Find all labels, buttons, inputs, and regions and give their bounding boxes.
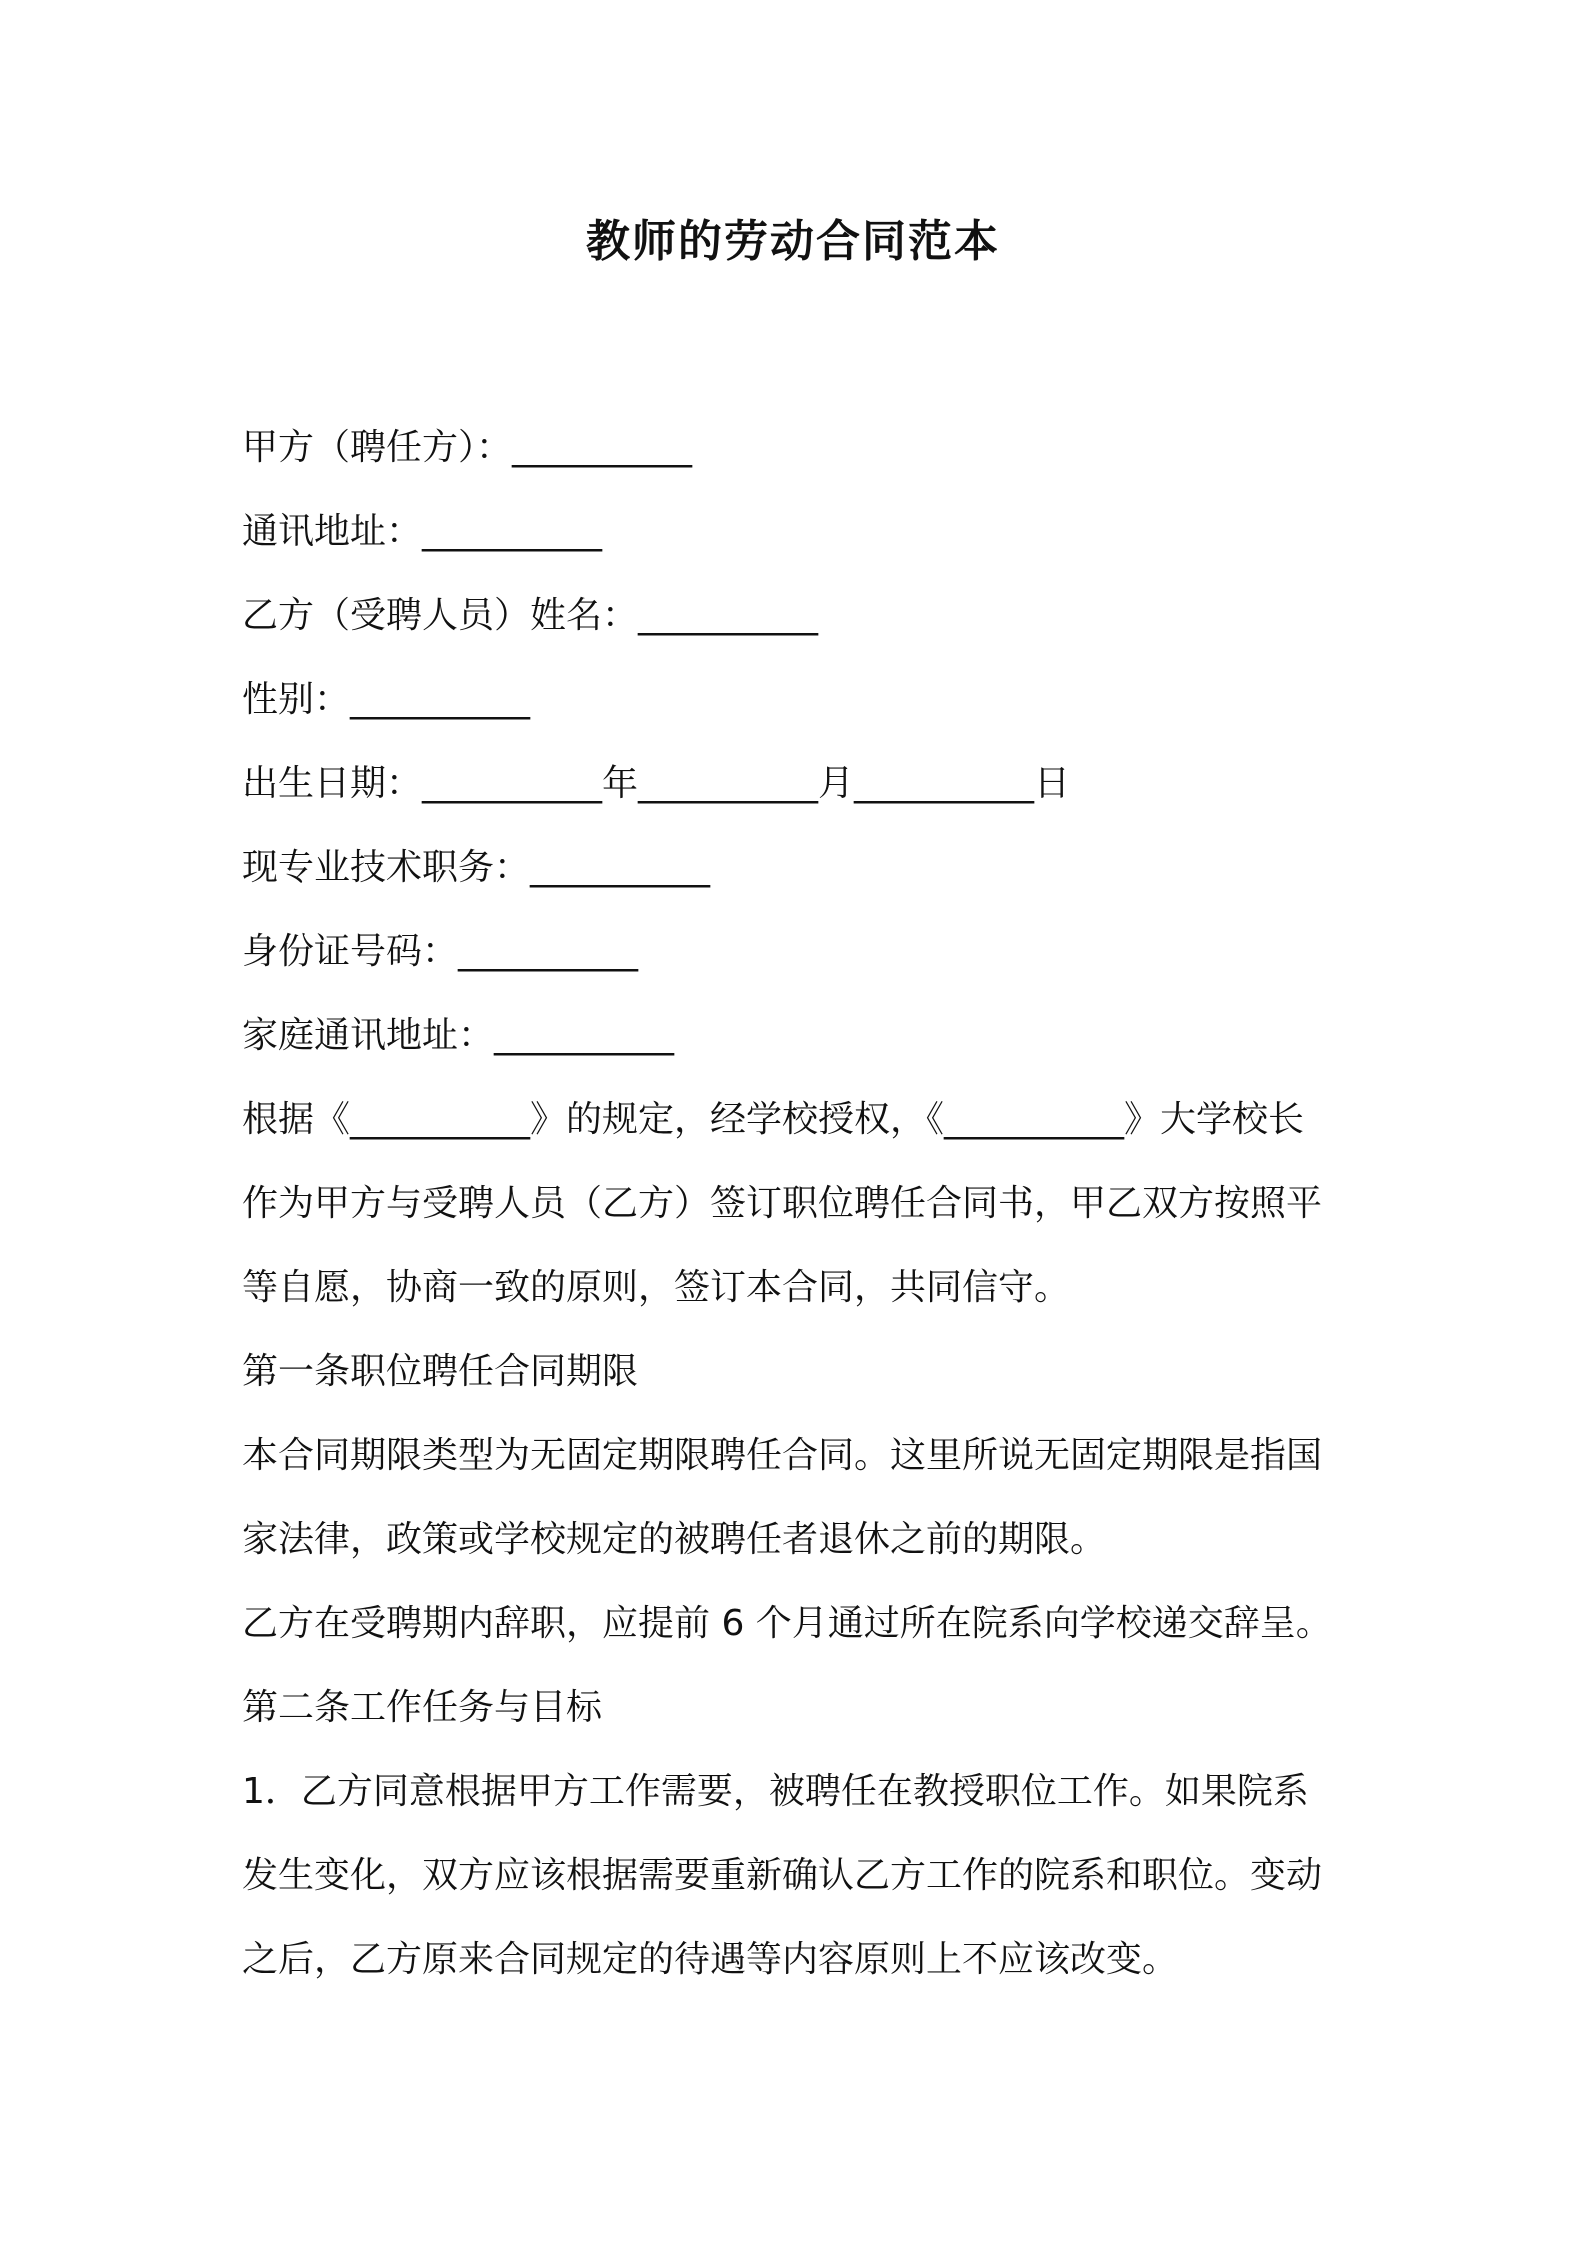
id-number-line: 身份证号码：__________ — [242, 931, 639, 972]
document-body — [242, 406, 1358, 2002]
address-line: 通讯地址：__________ — [242, 511, 603, 552]
party-a-line: 甲方（聘任方）：__________ — [242, 427, 693, 468]
paragraph-line: 之后，乙方原来合同规定的待遇等内容原则上不应该改变。 — [242, 1939, 1179, 1980]
paragraph-line: 家法律，政策或学校规定的被聘任者退休之前的期限。 — [242, 1519, 1107, 1560]
paragraph-line: 等自愿，协商一致的原则，签订本合同，共同信守。 — [242, 1267, 1071, 1308]
paragraph-line: 乙方在受聘期内辞职，应提前 6 个月通过所在院系向学校递交辞呈。 — [242, 1603, 1332, 1644]
position-line: 现专业技术职务：__________ — [242, 847, 711, 888]
paragraph-line: 根据《__________》的规定，经学校授权，《__________》大学校长 — [242, 1099, 1305, 1140]
paragraph-line: 作为甲方与受聘人员（乙方）签订职位聘任合同书，甲乙双方按照平 — [242, 1183, 1323, 1224]
home-address-line: 家庭通讯地址：__________ — [242, 1015, 675, 1056]
gender-line: 性别：__________ — [242, 679, 531, 720]
paragraph-line: 1．乙方同意根据甲方工作需要，被聘任在教授职位工作。如果院系 — [242, 1771, 1309, 1812]
document-title: 教师的劳动合同范本 — [586, 216, 1000, 267]
paragraph-line: 发生变化，双方应该根据需要重新确认乙方工作的院系和职位。变动 — [242, 1855, 1323, 1896]
section-heading: 第一条职位聘任合同期限 — [242, 1351, 639, 1392]
birth-date-line: 出生日期：__________年__________月__________日 — [242, 763, 1071, 804]
section-heading: 第二条工作任务与目标 — [242, 1687, 603, 1728]
paragraph-line: 本合同期限类型为无固定期限聘任合同。这里所说无固定期限是指国 — [242, 1435, 1323, 1476]
party-b-name-line: 乙方（受聘人员）姓名：__________ — [242, 595, 819, 636]
